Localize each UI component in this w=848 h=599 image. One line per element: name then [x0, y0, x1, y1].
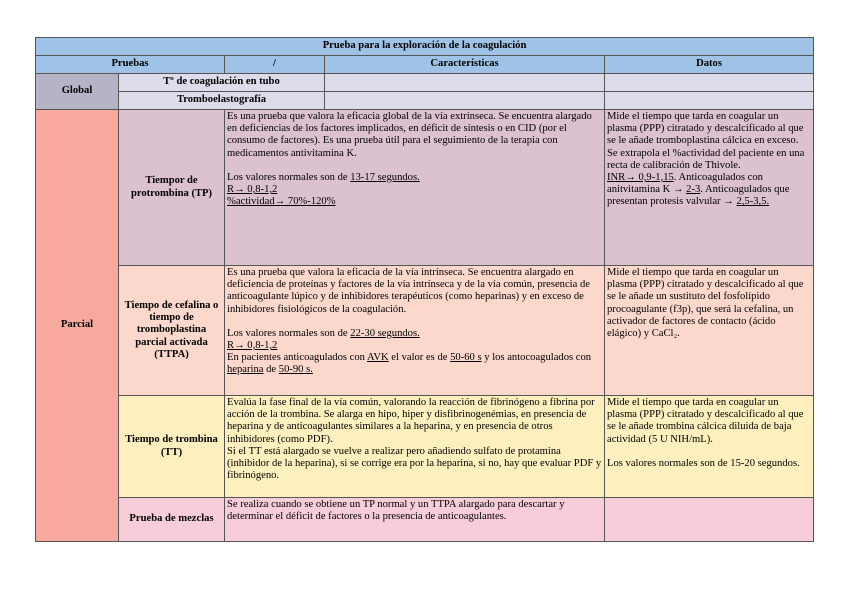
- tromboelasto-datos-cell: [605, 92, 814, 110]
- global-label: Global: [36, 74, 119, 110]
- tt-datos: [605, 396, 814, 498]
- tp-datos-text: Mide el tiempo que tarda en coagular un plasma (PPP) citratado y descalcificado al que se le añade tromboplastina cálcica en exceso. Se extrapola el %actividad del paciente en una recta de calibración de Thivole.: [607, 111, 805, 171]
- tp-actividad: %actividad→ 70%-120%: [227, 196, 336, 208]
- tt-datos-normal: Los valores normales son de 15-20 segundos.: [607, 457, 800, 469]
- tt-name: Tiempo de trombina (TT): [119, 396, 225, 498]
- t-coagulacion-tubo: Tº de coagulación en tubo: [119, 74, 325, 92]
- tp-caracteristicas: [225, 110, 605, 266]
- tromboelasto-caract-cell: [325, 92, 605, 110]
- mezclas-caracteristicas: Se realiza cuando se obtiene un TP normal y un TTPA alargado para descartar y determinar el déficit de factores o la presencia de anticoagulantes.: [225, 498, 605, 542]
- header-caracteristicas: Características: [325, 56, 605, 74]
- ttpa-caract-text: Es una prueba que valora la eficacia de la vía intrínseca. Se encuentra alargado en deficiencia de proteínas y factores de la vía intrínseca y de la vía común, presencia de anticoagulante lúpico y de inhibidores terapéuticos (como heparinas) y en exceso de inhibidores fisiológicos de la coagulación.: [227, 267, 590, 315]
- ttpa-r-range: R→ 0,8-1,2: [227, 340, 278, 352]
- tp-datos: [605, 110, 814, 266]
- tp-caract-text: Es una prueba que valora la eficacia global de la vía extrínseca. Se encuentra alargado en deficiencias de los factores implicados, en déficit de síntesis o en CID (por el consumo de factores). Es una prueba útil para el seguimiento de la terapia con medicamentos antivitamina K.: [227, 111, 592, 159]
- ttpa-normal-values: Los valores normales son de 22-30 segundos.: [227, 327, 420, 339]
- tp-normal-values: Los valores normales son de 13-17 segundos.: [227, 171, 420, 183]
- t-coag-datos-cell: [605, 74, 814, 92]
- ttpa-name: Tiempo de cefalina o tiempo de tromboplastina parcial activada (TTPA): [119, 266, 225, 396]
- tt-caract-text: Evalúa la fase final de la vía común, valorando la reacción de fibrinógeno a fibrina por acción de la trombina. Se alarga en hipo, hiper y disfibrinogenémias, en presencia de heparina y de anticoagulantes similares a la heparina, y en presencia de otros inhibidores (como PDF).: [227, 397, 595, 445]
- mezclas-name: Prueba de mezclas: [119, 498, 225, 542]
- coagulation-table: [35, 37, 814, 542]
- t-coag-caract-cell: [325, 74, 605, 92]
- tromboelastografia: Tromboelastografía: [119, 92, 325, 110]
- header-datos: Datos: [605, 56, 814, 74]
- header-slash: /: [225, 56, 325, 74]
- tp-inr: INR→ 0,9-1,15. Anticoagulados con anitvitamina K → 2-3. Anticoagulados que presentan protesis valvular → 2,5-3,5.: [607, 172, 790, 208]
- ttpa-datos: Mide el tiempo que tarda en coagular un plasma (PPP) citratado y descalcificado al que se le añade un sustituto del fosfolípido procoagulante (f3p), que será la cefalina, un activador de factores de contacto (ácido elágico) y CaCl₂.: [605, 266, 814, 396]
- parcial-label: Parcial: [36, 110, 119, 542]
- tp-r-range: R→ 0,8-1,2: [227, 184, 278, 196]
- ttpa-caracteristicas: [225, 266, 605, 396]
- tt-caracteristicas: [225, 396, 605, 498]
- mezclas-datos: [605, 498, 814, 542]
- header-pruebas: Pruebas: [36, 56, 225, 74]
- tt-datos-text: Mide el tiempo que tarda en coagular un plasma (PPP) citratado y descalcificado al que se le añade trombina cálcica diluida de baja actividad (5 U NIH/mL).: [607, 397, 804, 445]
- ttpa-anticoagulados: En pacientes anticoagulados con AVK el valor es de 50-60 s y los antocoagulados con heparina de 50-90 s.: [227, 352, 592, 376]
- tp-name: Tiempor de protrombina (TP): [119, 110, 225, 266]
- tt-caract-text2: Si el TT está alargado se vuelve a realizar pero añadiendo sulfato de protamina (inhibidor de la heparina), si se corrige era por la heparina, si no, hay que evaluar PDF y fibrinógeno.: [227, 445, 602, 482]
- table-title: Prueba para la exploración de la coagulación: [36, 38, 814, 56]
